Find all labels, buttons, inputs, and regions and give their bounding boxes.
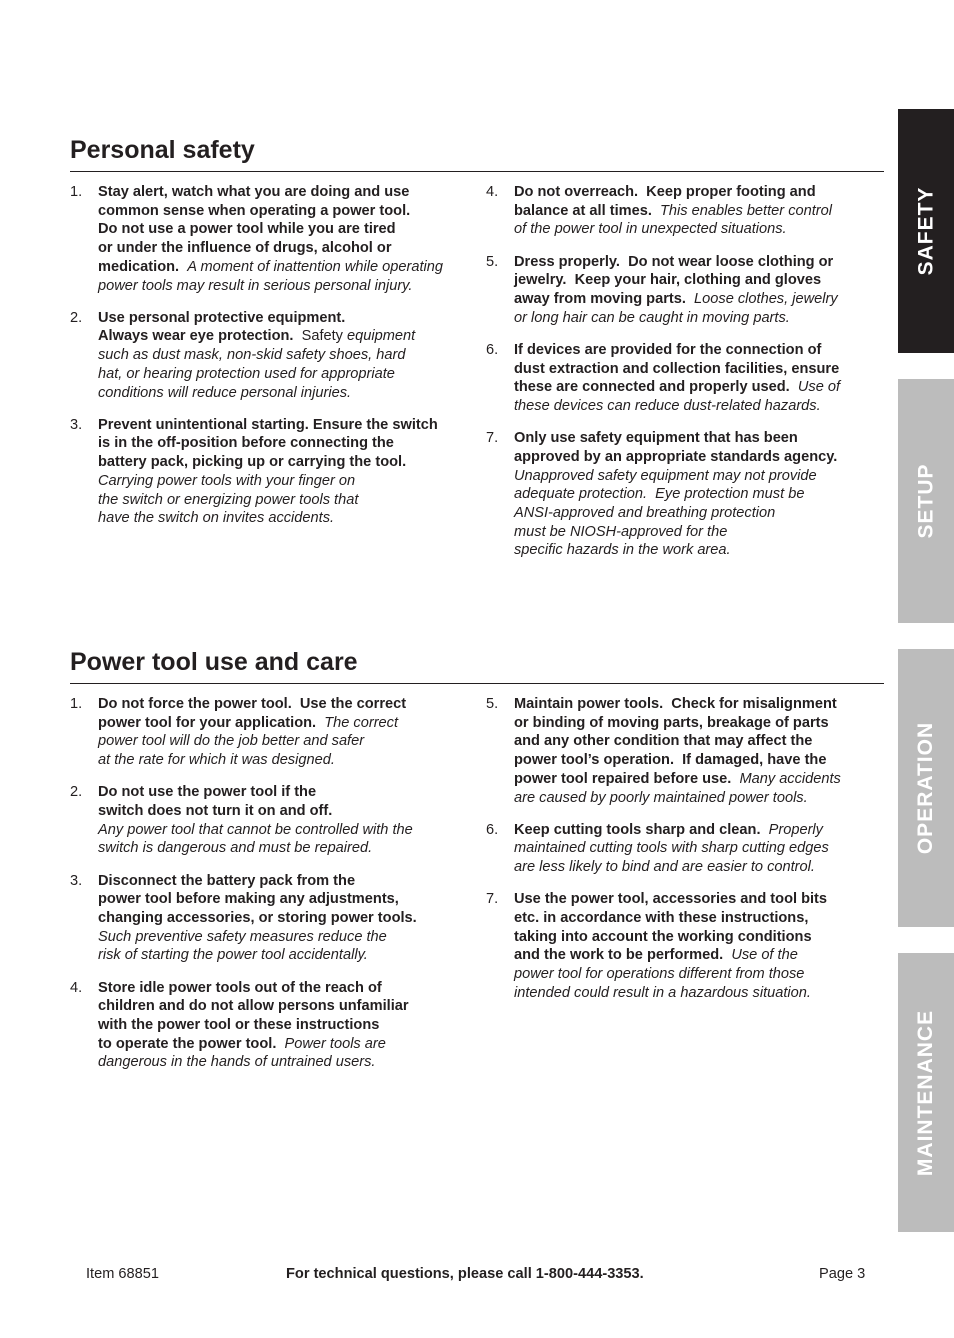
item-text: specific hazards in the work area.: [514, 542, 731, 559]
item-text: dangerous in the hands of untrained users.: [98, 1054, 376, 1071]
item-number: 4.: [70, 979, 83, 996]
item-line: [98, 472, 470, 491]
item-text: away from moving parts.: [514, 291, 695, 308]
section-title: Power tool use and care: [70, 647, 884, 684]
item-text: balance at all times.: [514, 202, 661, 219]
item-line: [514, 839, 884, 858]
item-line: [514, 309, 884, 328]
item-text: or binding of moving parts, breakage of parts: [514, 714, 829, 731]
item-line: [98, 1035, 470, 1054]
item-line: [98, 1016, 470, 1035]
item-line: [98, 839, 470, 858]
item-text: Prevent unintentional starting. Ensure the switch: [98, 416, 438, 433]
item-line: [98, 309, 470, 328]
item-text: Loose clothes, jewelry: [694, 291, 838, 308]
list-item: [70, 783, 470, 858]
item-line: [98, 277, 470, 296]
item-text: medication.: [98, 258, 188, 275]
item-line: [514, 984, 884, 1003]
item-text: Use of the: [731, 947, 798, 964]
item-line: [98, 220, 470, 239]
item-number: 5.: [486, 253, 499, 270]
item-text: or under the influence of drugs, alcohol or: [98, 240, 392, 257]
item-text: approved by an appropriate standards agency.: [514, 448, 838, 465]
item-line: [98, 979, 470, 998]
item-number: 2.: [70, 784, 83, 801]
item-line: [98, 802, 470, 821]
item-text: power tool will do the job better and safer: [98, 733, 365, 750]
list-item: [486, 695, 884, 807]
item-text: Safety: [301, 328, 348, 345]
item-text: to operate the power tool.: [98, 1035, 285, 1052]
footer-page-number: Page 3: [819, 1266, 866, 1282]
item-text: Only use safety equipment that has been: [514, 430, 798, 447]
item-text: power tool repaired before use.: [514, 770, 740, 787]
item-line: [514, 485, 884, 504]
item-text: Do not use a power tool while you are tired: [98, 221, 396, 238]
item-line: [514, 467, 884, 486]
item-text: Any power tool that cannot be controlled with the: [98, 821, 413, 838]
tab-setup[interactable]: [898, 379, 954, 623]
item-number: 6.: [486, 341, 499, 358]
item-line: [98, 821, 470, 840]
item-text: Use personal protective equipment.: [98, 309, 346, 326]
item-line: [514, 965, 884, 984]
right-column: [486, 695, 884, 1016]
item-text: Use the power tool, accessories and tool bits: [514, 891, 828, 908]
item-line: [514, 360, 884, 379]
item-text: power tool for operations different from those: [514, 966, 805, 983]
item-line: [514, 220, 884, 239]
tab-operation-label: OPERATION: [914, 721, 938, 855]
item-text: at the rate for which it was designed.: [98, 752, 335, 769]
item-text: equipment: [347, 328, 416, 345]
item-line: [98, 239, 470, 258]
item-text: Disconnect the battery pack from the: [98, 872, 356, 889]
item-text: Many accidents: [739, 770, 841, 787]
tab-maintenance[interactable]: [898, 953, 954, 1232]
item-number: 1.: [70, 184, 83, 200]
list-item: [486, 253, 884, 328]
item-number: 3.: [70, 872, 83, 889]
item-text: are less likely to bind and are easier to control.: [514, 859, 815, 876]
item-line: [514, 271, 884, 290]
list-item: [70, 872, 470, 966]
item-text: adequate protection. Eye protection must be: [514, 486, 805, 503]
item-text: jewelry. Keep your hair, clothing and gloves: [514, 272, 822, 289]
item-line: [514, 378, 884, 397]
list-item: [70, 979, 470, 1073]
item-line: [98, 202, 470, 221]
tab-operation[interactable]: [898, 649, 954, 927]
item-text: is in the off-position before connecting the: [98, 435, 394, 452]
item-text: power tool’s operation. If damaged, have the: [514, 752, 827, 769]
item-number: 5.: [486, 696, 499, 712]
item-text: The correct: [324, 714, 399, 731]
item-text: children and do not allow persons unfamiliar: [98, 998, 409, 1015]
item-line: [98, 695, 470, 714]
item-text: the switch or energizing power tools that: [98, 491, 359, 508]
left-column: [70, 695, 470, 1086]
list-item: [486, 341, 884, 416]
item-text: Store idle power tools out of the reach of: [98, 979, 382, 996]
item-text: Maintain power tools. Check for misalignment: [514, 696, 837, 712]
item-line: [514, 909, 884, 928]
item-text: Unapproved safety equipment may not provide: [514, 467, 817, 484]
item-text: or long hair can be caught in moving parts.: [514, 309, 790, 326]
item-number: 1.: [70, 696, 83, 712]
item-text: dust extraction and collection facilities, ensure: [514, 360, 840, 377]
list-item: [486, 821, 884, 877]
item-text: etc. in accordance with these instructions,: [514, 910, 809, 927]
list-item: [486, 429, 884, 560]
item-text: intended could result in a hazardous situation.: [514, 984, 811, 1001]
list-item: [70, 416, 470, 528]
item-line: [514, 183, 884, 202]
item-line: [98, 434, 470, 453]
item-text: power tools may result in serious personal injury.: [98, 277, 413, 294]
footer-support-phone: For technical questions, please call 1-800-444-3353.: [286, 1266, 644, 1282]
item-text: with the power tool or these instructions: [98, 1017, 380, 1034]
item-line: [98, 365, 470, 384]
left-column: [70, 183, 470, 541]
item-text: common sense when operating a power tool.: [98, 202, 411, 219]
item-text: A moment of inattention while operating: [187, 258, 444, 275]
item-line: [514, 695, 884, 714]
item-line: [98, 732, 470, 751]
item-line: [514, 290, 884, 309]
item-text: Stay alert, watch what you are doing and use: [98, 184, 410, 200]
tab-safety-label: SAFETY: [914, 186, 937, 276]
list-item: [70, 309, 470, 403]
item-text: If devices are provided for the connection of: [514, 341, 822, 358]
item-text: Power tools are: [284, 1035, 386, 1052]
item-line: [514, 928, 884, 947]
item-line: [98, 183, 470, 202]
item-text: switch is dangerous and must be repaired.: [98, 840, 373, 857]
item-line: [514, 541, 884, 560]
list-item: [70, 183, 470, 295]
item-line: [98, 909, 470, 928]
item-line: [514, 253, 884, 272]
item-text: power tool before making any adjustments,: [98, 891, 399, 908]
item-text: risk of starting the power tool accidentally.: [98, 947, 368, 964]
item-line: [514, 858, 884, 877]
item-line: [514, 397, 884, 416]
item-text: Carrying power tools with your finger on: [98, 472, 356, 489]
item-line: [98, 890, 470, 909]
tab-safety[interactable]: [898, 109, 954, 353]
item-line: [514, 504, 884, 523]
item-text: such as dust mask, non-skid safety shoes, hard: [98, 347, 406, 364]
item-line: [98, 714, 470, 733]
item-line: [514, 523, 884, 542]
item-line: [514, 714, 884, 733]
item-line: [514, 890, 884, 909]
item-text: changing accessories, or storing power tools.: [98, 910, 417, 927]
item-line: [98, 997, 470, 1016]
item-text: battery pack, picking up or carrying the tool.: [98, 454, 407, 471]
item-text: Always wear eye protection.: [98, 328, 302, 345]
item-text: Do not overreach. Keep proper footing and: [514, 184, 816, 200]
item-line: [98, 946, 470, 965]
item-text: are caused by poorly maintained power tools.: [514, 789, 808, 806]
item-line: [514, 789, 884, 808]
item-line: [98, 928, 470, 947]
item-number: 6.: [486, 821, 499, 838]
item-line: [514, 202, 884, 221]
item-text: these are connected and properly used.: [514, 379, 798, 396]
item-line: [514, 821, 884, 840]
item-line: [514, 946, 884, 965]
item-text: Use of: [797, 379, 841, 396]
list-item: [486, 183, 884, 239]
item-line: [98, 258, 470, 277]
item-text: of the power tool in unexpected situations.: [514, 221, 787, 238]
item-text: conditions will reduce personal injuries.: [98, 384, 352, 401]
item-line: [98, 751, 470, 770]
item-line: [514, 751, 884, 770]
item-line: [98, 327, 470, 346]
item-text: hat, or hearing protection used for appropriate: [98, 365, 395, 382]
item-text: power tool for your application.: [98, 714, 325, 731]
item-number: 7.: [486, 891, 499, 908]
item-line: [98, 1053, 470, 1072]
item-text: and any other condition that may affect the: [514, 733, 813, 750]
item-text: and the work to be performed.: [514, 947, 732, 964]
item-text: have the switch on invites accidents.: [98, 510, 335, 527]
item-line: [514, 341, 884, 360]
item-line: [98, 509, 470, 528]
item-line: [98, 453, 470, 472]
item-number: 3.: [70, 416, 83, 433]
section-title: Personal safety: [70, 135, 884, 172]
footer-item-number: Item 68851: [86, 1266, 160, 1282]
item-text: these devices can reduce dust-related hazards.: [514, 398, 821, 415]
item-number: 2.: [70, 309, 83, 326]
item-text: Properly: [768, 821, 823, 838]
item-text: switch does not turn it on and off.: [98, 803, 333, 820]
item-text: must be NIOSH-approved for the: [514, 523, 728, 540]
item-text: This enables better control: [660, 202, 832, 219]
section-personal-safety: [70, 135, 884, 559]
item-number: 7.: [486, 430, 499, 447]
item-line: [98, 346, 470, 365]
item-line: [514, 429, 884, 448]
item-number: 4.: [486, 184, 499, 200]
item-line: [98, 416, 470, 435]
item-line: [98, 384, 470, 403]
item-line: [514, 770, 884, 789]
item-text: maintained cutting tools with sharp cutting edges: [514, 840, 829, 857]
list-item: [70, 695, 470, 770]
item-text: taking into account the working conditions: [514, 928, 812, 945]
item-text: Keep cutting tools sharp and clean.: [514, 821, 769, 838]
list-item: [486, 890, 884, 1002]
item-line: [514, 732, 884, 751]
tab-setup-label: SETUP: [914, 463, 938, 539]
item-text: Such preventive safety measures reduce the: [98, 928, 387, 945]
item-line: [514, 448, 884, 467]
item-line: [98, 783, 470, 802]
item-text: ANSI-approved and breathing protection: [514, 505, 776, 522]
item-text: Dress properly. Do not wear loose clothing or: [514, 253, 834, 270]
item-line: [98, 491, 470, 510]
right-column: [486, 183, 884, 574]
item-line: [98, 872, 470, 891]
tab-maintenance-label: MAINTENANCE: [914, 1009, 938, 1176]
item-text: Do not use the power tool if the: [98, 784, 317, 801]
section-power-tool-use-and-care: [70, 647, 884, 1071]
item-text: Do not force the power tool. Use the correct: [98, 696, 407, 712]
